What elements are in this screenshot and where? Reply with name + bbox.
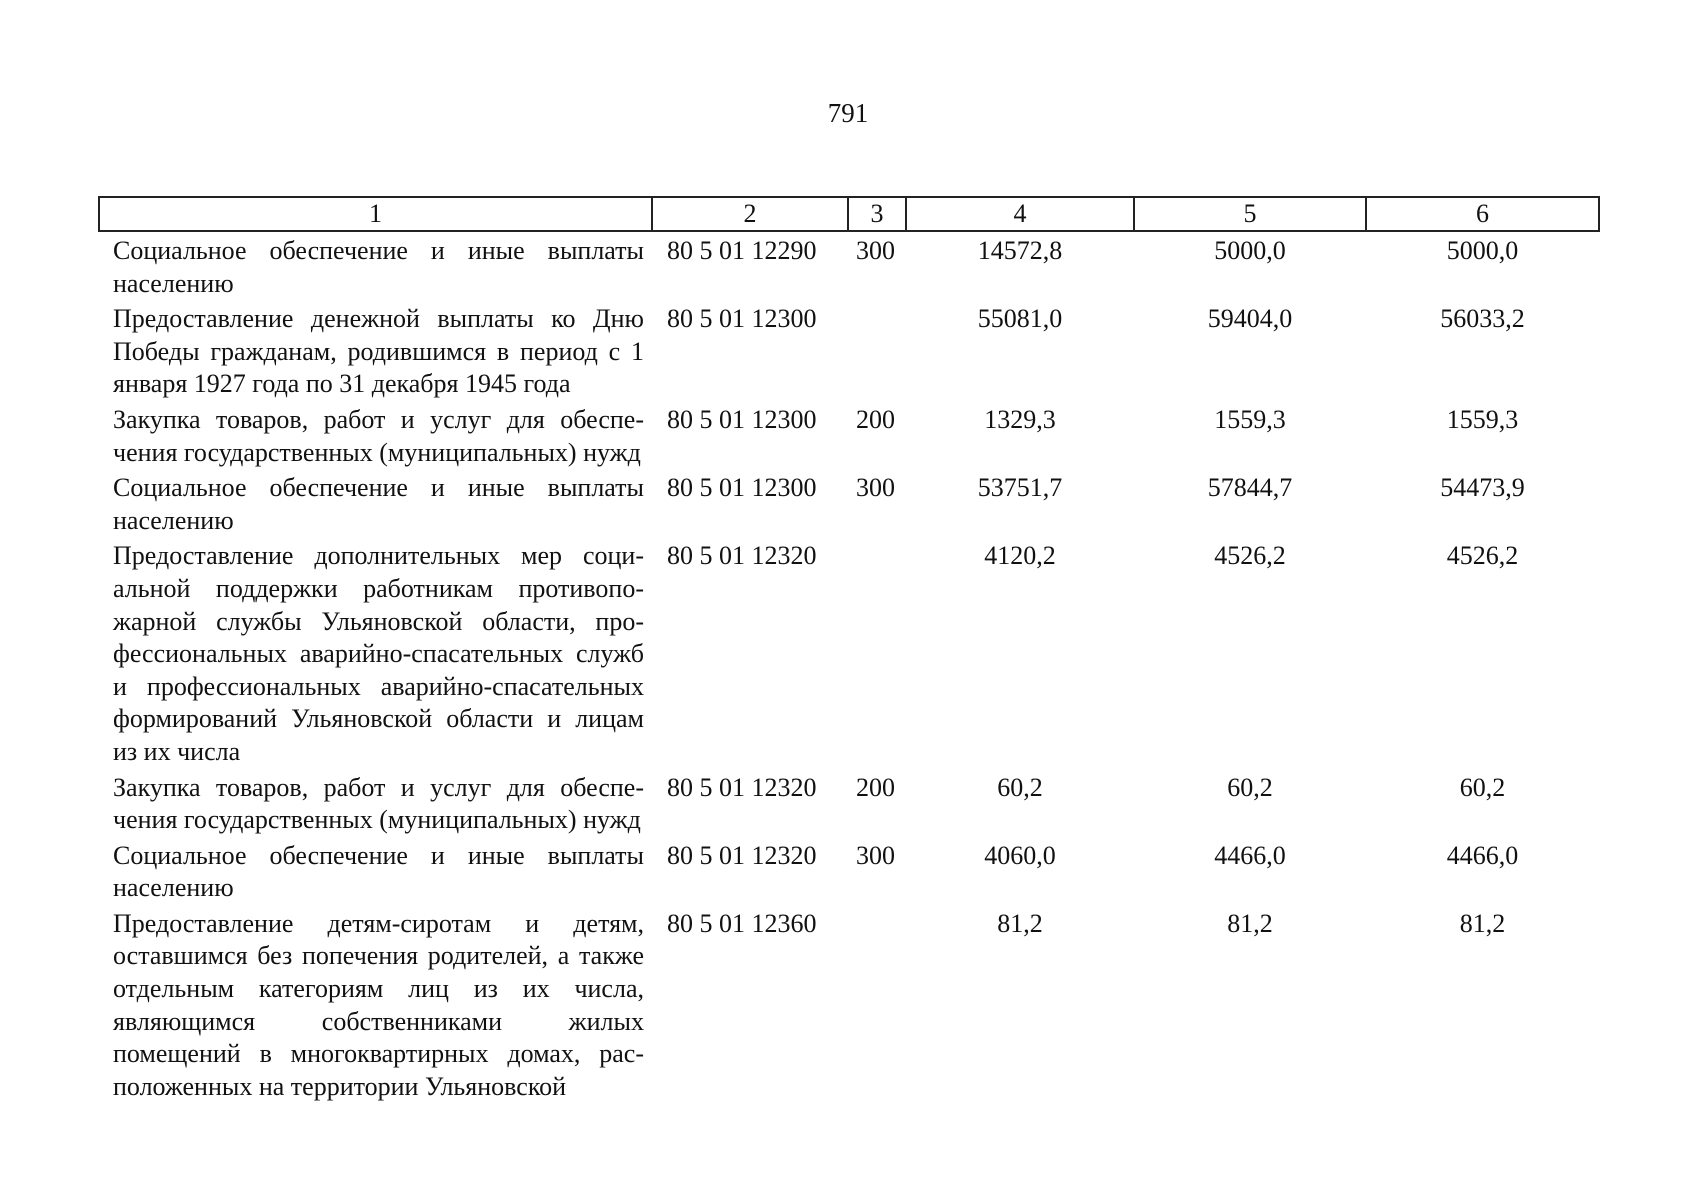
row-value-4: 53751,7 bbox=[977, 473, 1063, 503]
row-expense-type bbox=[848, 537, 906, 768]
row-name: Социальное обеспечение и иные выплаты населению bbox=[113, 840, 644, 903]
row-value-5: 57844,7 bbox=[1207, 473, 1293, 503]
row-code: 80 5 01 12300 bbox=[667, 404, 817, 434]
row-value-5: 1559,3 bbox=[1214, 404, 1286, 434]
table-row bbox=[99, 905, 1599, 1104]
row-value-4: 1329,3 bbox=[984, 404, 1056, 434]
row-expense-type: 200 bbox=[856, 772, 895, 802]
row-expense-type bbox=[848, 300, 906, 401]
row-value-6: 4466,0 bbox=[1446, 840, 1519, 870]
row-expense-type bbox=[848, 905, 906, 1104]
row-expense-type: 300 bbox=[856, 236, 895, 265]
row-value-4: 4120,2 bbox=[984, 541, 1056, 571]
header-col-3: 3 bbox=[848, 197, 906, 231]
row-expense-type: 300 bbox=[856, 473, 895, 503]
row-value-6: 1559,3 bbox=[1446, 404, 1519, 434]
table-row bbox=[99, 469, 1599, 537]
header-col-4: 4 bbox=[906, 197, 1134, 231]
row-name: Предоставление дополнительных мер социальной поддержки работникам противопожарной службы Ульяновской области, профессиональных аварийно-спасательных служб и профессиональных аварийно-спасательных формирований Ульяновской области и лицам из их числа bbox=[113, 541, 644, 766]
header-col-1: 1 bbox=[99, 197, 652, 231]
row-value-5: 4466,0 bbox=[1214, 840, 1286, 870]
header-col-5: 5 bbox=[1134, 197, 1366, 231]
row-value-6: 5000,0 bbox=[1446, 236, 1519, 265]
row-value-6: 60,2 bbox=[1459, 772, 1506, 802]
row-code: 80 5 01 12360 bbox=[667, 908, 817, 938]
row-expense-type: 300 bbox=[856, 840, 895, 870]
row-value-5: 4526,2 bbox=[1214, 541, 1286, 571]
table-row bbox=[99, 300, 1599, 401]
row-value-5: 60,2 bbox=[1227, 772, 1273, 802]
header-col-2: 2 bbox=[652, 197, 848, 231]
table-row bbox=[99, 769, 1599, 837]
table-row bbox=[99, 401, 1599, 469]
row-code: 80 5 01 12320 bbox=[667, 840, 817, 870]
row-code: 80 5 01 12300 bbox=[667, 473, 817, 503]
row-value-5: 81,2 bbox=[1227, 908, 1273, 938]
row-value-6: 54473,9 bbox=[1440, 473, 1525, 503]
table-row bbox=[99, 231, 1599, 300]
table-row bbox=[99, 537, 1599, 768]
row-value-4: 81,2 bbox=[997, 908, 1043, 938]
table-body bbox=[99, 231, 1599, 1103]
budget-table bbox=[98, 196, 1600, 1103]
row-name: Предоставление денежной выплаты ко Дню Победы гражданам, родившимся в период с 1 января 1927 года по 31 декабря 1945 года bbox=[113, 304, 644, 399]
row-code: 80 5 01 12300 bbox=[667, 304, 817, 334]
table-row bbox=[99, 837, 1599, 905]
page-number: 791 bbox=[827, 98, 869, 128]
row-name: Социальное обеспечение и иные выплаты населению bbox=[113, 473, 644, 535]
budget-table-container bbox=[98, 196, 1598, 1103]
row-value-4: 55081,0 bbox=[977, 304, 1063, 334]
row-value-6: 56033,2 bbox=[1440, 304, 1525, 334]
row-value-4: 14572,8 bbox=[977, 236, 1063, 265]
row-value-5: 59404,0 bbox=[1207, 304, 1293, 334]
row-expense-type: 200 bbox=[856, 404, 895, 434]
row-name: Социальное обеспечение и иные выплаты населению bbox=[113, 236, 644, 298]
row-value-6: 4526,2 bbox=[1446, 541, 1519, 571]
row-code: 80 5 01 12320 bbox=[667, 541, 817, 571]
header-col-6: 6 bbox=[1366, 197, 1599, 231]
row-value-4: 60,2 bbox=[997, 772, 1043, 802]
row-code: 80 5 01 12320 bbox=[667, 772, 817, 802]
row-name: Закупка товаров, работ и услуг для обеспечения государственных (муниципальных) нужд bbox=[113, 404, 644, 467]
header-row bbox=[99, 197, 1599, 231]
row-value-6: 81,2 bbox=[1459, 908, 1506, 938]
row-value-4: 4060,0 bbox=[984, 840, 1056, 870]
table-header bbox=[99, 197, 1599, 231]
row-name: Предоставление детям-сиротам и детям, оставшимся без попечения родителей, а также отдельным категориям лиц из их числа, являющимся собственниками жилых помещений в многоквартирных домах, расположенных на территории Ульяновской bbox=[113, 908, 644, 1101]
row-value-5: 5000,0 bbox=[1214, 236, 1286, 265]
row-name: Закупка товаров, работ и услуг для обеспечения государственных (муниципальных) нужд bbox=[113, 772, 644, 835]
row-code: 80 5 01 12290 bbox=[667, 236, 817, 265]
